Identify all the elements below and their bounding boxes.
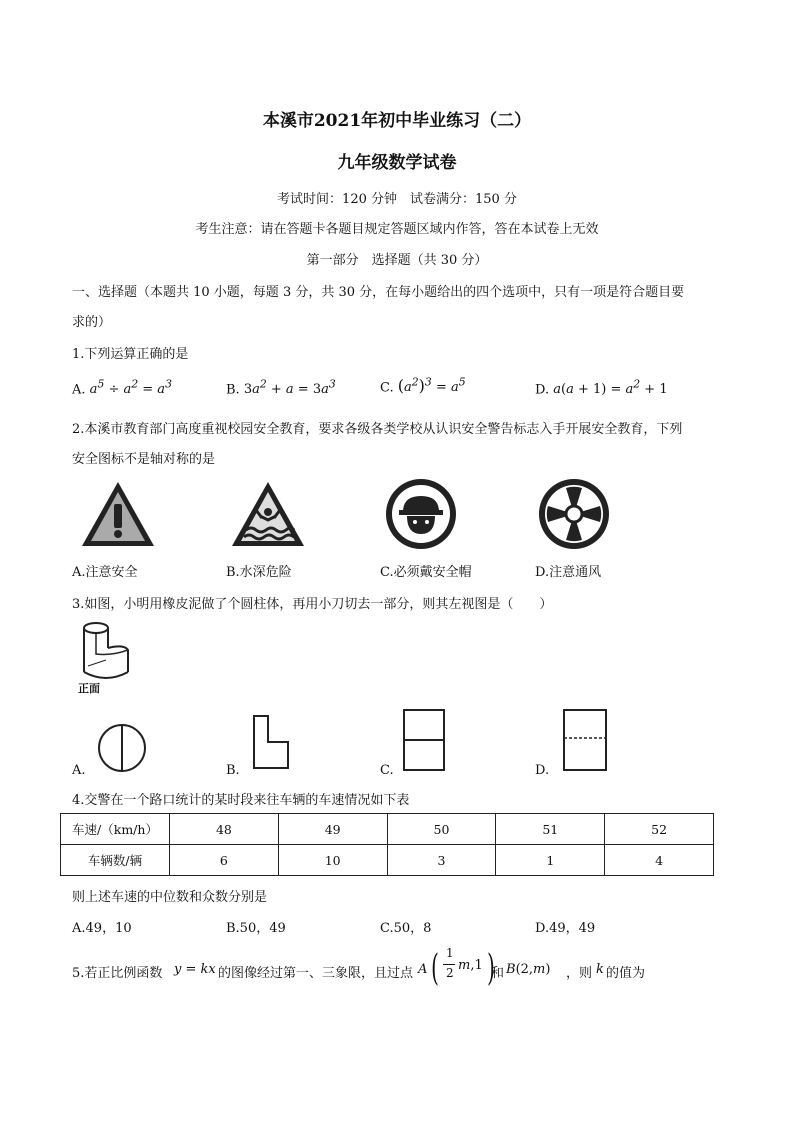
count-cell: 6: [170, 845, 279, 876]
q1-option-b-formula: $3a^2 + a = 3a^3$: [243, 378, 336, 398]
helmet-sign-icon: [385, 478, 457, 550]
cut-cylinder-figure: [76, 620, 134, 684]
q4-option-c: C.50，8: [380, 921, 432, 936]
q1-option-d-formula: $a(a + 1) = a^2 + 1$: [553, 378, 668, 398]
q1-option-a: [72, 378, 172, 397]
q3-option-a-label: A.: [72, 763, 86, 778]
q3-option-d-label: D.: [535, 763, 550, 778]
q5-stem-mid: 的图像经过第一、三象限，且过点: [218, 966, 414, 981]
count-cell: 3: [387, 845, 496, 876]
q2-option-b: B.水深危险: [226, 565, 292, 580]
q3-option-b-label: B.: [226, 763, 240, 778]
section-intro-line2: 求的）: [72, 315, 112, 330]
caution-sign-icon: [80, 480, 156, 548]
q1-option-d: [535, 378, 668, 397]
ventilation-sign-icon: [538, 478, 610, 550]
q5-stem-tail: 的值为: [606, 966, 646, 981]
q1-option-b-label: B.: [226, 382, 240, 398]
q3-option-d-view: [560, 708, 610, 772]
count-cell: 4: [605, 845, 714, 876]
speed-cell: 50: [387, 814, 496, 845]
q5-point-b: B(2,m): [506, 962, 551, 977]
table-row: [61, 845, 714, 876]
count-cell: 10: [278, 845, 387, 876]
q1-option-c: [380, 376, 466, 395]
q5-k: k: [596, 962, 604, 977]
table-row: [61, 814, 714, 845]
q4-option-a: A.49，10: [72, 921, 132, 936]
q3-stem: 3.如图，小明用橡皮泥做了个圆柱体，再用小刀切去一部分，则其左视图是（ ）: [72, 597, 553, 612]
q5-function: y = kx: [174, 962, 216, 977]
q1-option-d-label: D.: [535, 382, 550, 398]
q1-option-a-label: A.: [72, 382, 86, 398]
q3-option-c-label: C.: [380, 763, 394, 778]
speed-cell: 52: [605, 814, 714, 845]
q4-stem: 4.交警在一个路口统计的某时段来往车辆的车速情况如下表: [72, 793, 410, 808]
exam-notice: 考生注意：请在答题卡各题目规定答题区域内作答，答在本试卷上无效: [195, 222, 599, 237]
q1-option-c-label: C.: [380, 380, 394, 396]
part-heading: 第一部分 选择题（共 30 分）: [306, 253, 488, 268]
q2-stem-line1: 2.本溪市教育部门高度重视校园安全教育，要求各级各类学校从认识安全警告标志入手开展安全教育，下列: [72, 422, 683, 437]
q2-option-a: A.注意安全: [72, 565, 138, 580]
q2-stem-line2: 安全图标不是轴对称的是: [72, 452, 216, 467]
page-subtitle: 九年级数学试卷: [337, 153, 457, 173]
q1-option-a-formula: $a^5 \div a^2 = a^3$: [89, 378, 172, 398]
q5-stem-prefix: 5.若正比例函数: [72, 966, 163, 981]
q5-and: 和: [491, 966, 505, 981]
exam-info: 考试时间：120 分钟 试卷满分：150 分: [277, 192, 517, 207]
speed-cell: 51: [496, 814, 605, 845]
q4-question: 则上述车速的中位数和众数分别是: [72, 890, 268, 905]
count-cell: 1: [496, 845, 605, 876]
q4-option-b: B.50，49: [226, 921, 286, 936]
q2-option-d: D.注意通风: [535, 565, 602, 580]
q1-option-b: [226, 378, 336, 397]
section-intro-line1: 一、选择题（本题共 10 小题，每题 3 分，共 30 分，在每小题给出的四个选项中，只有一项是符合题目要: [72, 285, 685, 300]
q5-stem-end: ，则: [566, 966, 593, 981]
q4-option-d: D.49，49: [535, 921, 596, 936]
q1-stem: 1.下列运算正确的是: [72, 347, 189, 362]
speed-cell: 49: [278, 814, 387, 845]
speed-cell: 48: [170, 814, 279, 845]
figure-front-label: 正面: [78, 682, 100, 695]
page-title: 本溪市2021年初中毕业练习（二）: [262, 111, 532, 131]
q3-option-c-view: [400, 708, 448, 772]
speed-table: [60, 813, 714, 876]
q3-option-b-view: [248, 712, 294, 772]
q2-option-c: C.必须戴安全帽: [380, 565, 472, 580]
q1-option-c-formula: $(a^2)^3 = a^5$: [397, 376, 466, 396]
speed-header-cell: 车速/（km/h）: [61, 814, 170, 845]
count-header-cell: 车辆数/辆: [61, 845, 170, 876]
deep-water-sign-icon: [230, 480, 306, 548]
q3-option-a-view: [96, 722, 148, 774]
